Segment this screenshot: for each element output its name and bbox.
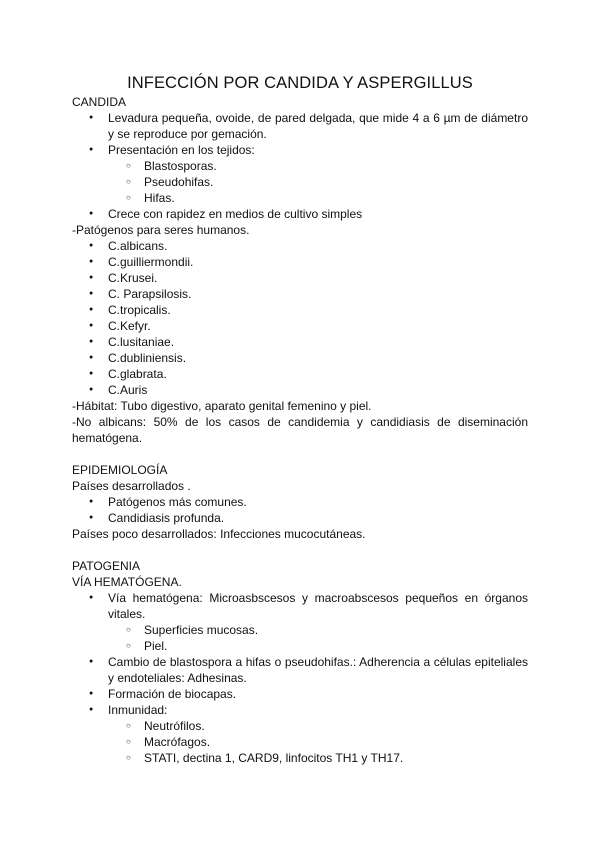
section-spacer (72, 446, 528, 462)
list-item: ● Candidiasis profunda. (72, 510, 528, 526)
epidemiology-heading: EPIDEMIOLOGÍA (72, 463, 168, 477)
list-item: ● C.Kefyr. (72, 318, 528, 334)
list-item: ● C.Krusei. (72, 270, 528, 286)
list-item: ● C.glabrata. (72, 366, 528, 382)
hematogenous-route-heading: VÍA HEMATÓGENA. (72, 575, 182, 589)
less-developed-countries-text: Países poco desarrollados: Infecciones mucocutáneas. (72, 527, 366, 541)
list-item: ● Presentación en los tejidos: (72, 142, 528, 158)
list-item: ● Levadura pequeña, ovoide, de pared delgada, que mide 4 a 6 µm de diámetro y se reproduce por gemación. (72, 110, 528, 142)
list-item: ● Cambio de blastospora a hifas o pseudohifas.: Adherencia a células epiteliales y endoteliales: Adhesinas. (72, 654, 528, 686)
list-item: ● Inmunidad: (72, 702, 528, 718)
habitat-text: -Hábitat: Tubo digestivo, aparato genital femenino y piel. (72, 399, 372, 413)
sub-list-item: ○ Neutrófilos. (72, 718, 528, 734)
section-spacer (72, 542, 528, 558)
pathogens-label: -Patógenos para seres humanos. (72, 223, 250, 237)
sub-list-item: ○ Pseudohifas. (72, 174, 528, 190)
list-item: ● C.tropicalis. (72, 302, 528, 318)
list-item: ● C. Parapsilosis. (72, 286, 528, 302)
sub-list-item: ○ Hifas. (72, 190, 528, 206)
sub-list-item: ○ Superficies mucosas. (72, 622, 528, 638)
candida-heading: CANDIDA (72, 95, 127, 109)
document-title: INFECCIÓN POR CANDIDA Y ASPERGILLUS (127, 74, 473, 92)
list-item: ● Patógenos más comunes. (72, 494, 528, 510)
list-item: ● C.guilliermondii. (72, 254, 528, 270)
pathogenesis-heading: PATOGENIA (72, 559, 141, 573)
developed-countries-list (72, 494, 528, 526)
list-item: ● C.dubliniensis. (72, 350, 528, 366)
document-page (72, 72, 528, 766)
list-item: ● C.lusitaniae. (72, 334, 528, 350)
pathogens-list (72, 238, 528, 398)
sub-list-item: ○ STATI, dectina 1, CARD9, linfocitos TH1 y TH17. (72, 750, 528, 766)
list-item: ● Crece con rapidez en medios de cultivo simples (72, 206, 528, 222)
list-item: ● Formación de biocapas. (72, 686, 528, 702)
list-item: ● Vía hematógena: Microasbscesos y macroabscesos pequeños en órganos vitales. (72, 590, 528, 622)
candida-bullet-list (72, 110, 528, 222)
sub-list-item: ○ Piel. (72, 638, 528, 654)
sub-list-item: ○ Macrófagos. (72, 734, 528, 750)
list-item: ● C.Auris (72, 382, 528, 398)
sub-list-item: ○ Blastosporas. (72, 158, 528, 174)
developed-countries-text: Países desarrollados . (72, 479, 191, 493)
no-albicans-text: -No albicans: 50% de los casos de candidemia y candidiasis de diseminación hematógena. (72, 415, 528, 445)
list-item: ● C.albicans. (72, 238, 528, 254)
pathogenesis-list (72, 590, 528, 766)
